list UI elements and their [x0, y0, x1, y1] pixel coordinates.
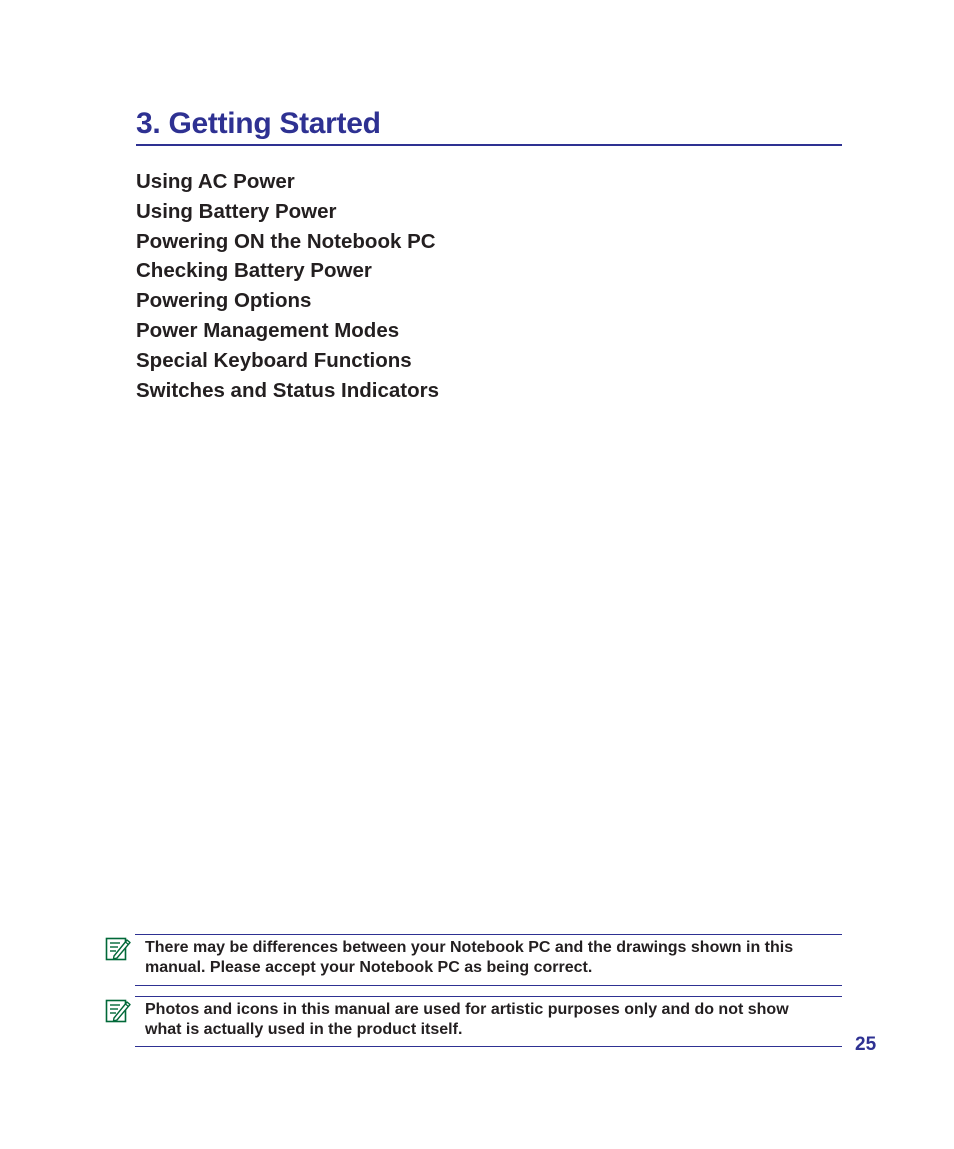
- section-item: Using AC Power: [136, 170, 295, 193]
- note-top-divider: [135, 996, 842, 997]
- section-item: Special Keyboard Functions: [136, 348, 412, 372]
- page-number: 25: [855, 1034, 877, 1055]
- title-divider: [136, 144, 842, 146]
- section-item: Using Battery Power: [136, 199, 337, 223]
- note-text: There may be differences between your Notebook PC and the drawings shown in this manual. Please accept your Notebook PC as being correct.: [145, 939, 794, 976]
- section-item: Power Management Modes: [136, 318, 400, 342]
- note-box: [105, 934, 842, 986]
- note-box: [105, 996, 842, 1048]
- note-top-divider: [135, 934, 842, 935]
- section-item: Powering ON the Notebook PC: [136, 229, 436, 253]
- note-pencil-icon: [105, 935, 131, 963]
- section-item: Checking Battery Power: [136, 259, 372, 283]
- section-item: Switches and Status Indicators: [136, 378, 440, 402]
- note-bottom-divider: [135, 1046, 842, 1047]
- note-text: Photos and icons in this manual are used for artistic purposes only and do not show what is actually used in the product itself.: [145, 1001, 789, 1038]
- section-item: Powering Options: [136, 289, 312, 313]
- note-pencil-icon: [105, 997, 131, 1025]
- note-bottom-divider: [135, 985, 842, 986]
- section-list: [136, 167, 439, 405]
- chapter-title: 3. Getting Started: [136, 107, 381, 140]
